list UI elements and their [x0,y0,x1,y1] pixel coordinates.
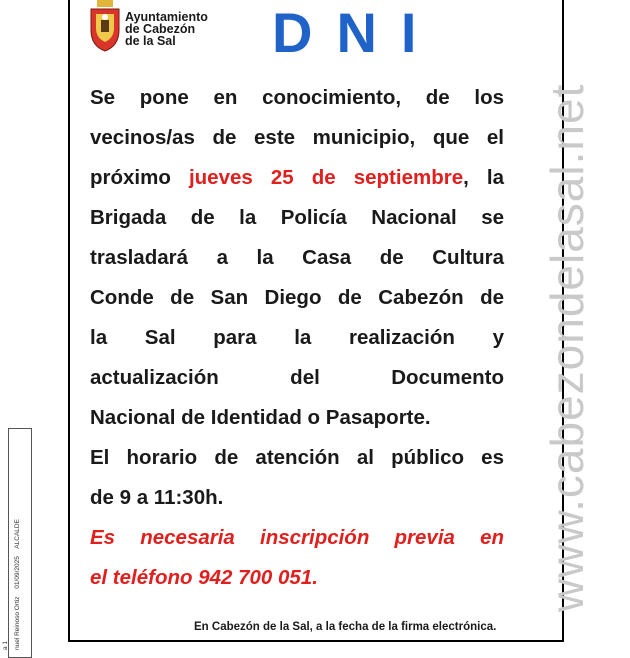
notice-body [90,78,504,598]
body-line-3-post: , la [463,166,504,189]
website-watermark: www.cabezondelasal.net [541,83,593,612]
org-line-1: Ayuntamiento [125,10,208,24]
body-line-9: Nacional de Identidad o Pasaporte. [90,406,431,429]
schedule-line-2: de 9 a 11:30h. [90,486,224,509]
body-line-6: Conde de San Diego de Cabezón de [90,286,504,309]
signer-role: ALCALDE [14,519,21,549]
notice-line-2: el teléfono 942 700 051. [90,566,318,589]
body-line-2: vecinos/as de este municipio, que el [90,126,504,149]
org-line-3: de la Sal [125,34,176,48]
body-line-1: Se pone en conocimiento, de los [90,86,504,109]
signature-mark: a 1 [2,640,9,650]
org-line-2: de Cabezón [125,22,196,36]
signer-name: nuel Reinoso Ortiz [14,596,21,650]
event-date: jueves 25 de septiembre [188,166,464,189]
signature-date: 01/09/2025 [14,556,21,589]
signature-text [14,513,21,650]
body-line-7: la Sal para la realización y [90,326,504,349]
organization-name [125,11,208,47]
municipal-coat-of-arms-icon [88,0,122,52]
body-line-8: actualización del Documento [90,366,504,389]
signature-date-note: En Cabezón de la Sal, a la fecha de la firma electrónica. [194,621,497,633]
page-title: DNI [272,1,441,64]
notice-line-1: Es necesaria inscripción previa en [90,526,504,549]
body-line-5: trasladará a la Casa de Cultura [90,246,504,269]
body-line-4: Brigada de la Policía Nacional se [90,206,504,229]
body-line-3-pre: próximo [90,166,189,189]
schedule-line-1: El horario de atención al público es [90,446,504,469]
body-line-3 [90,158,504,198]
